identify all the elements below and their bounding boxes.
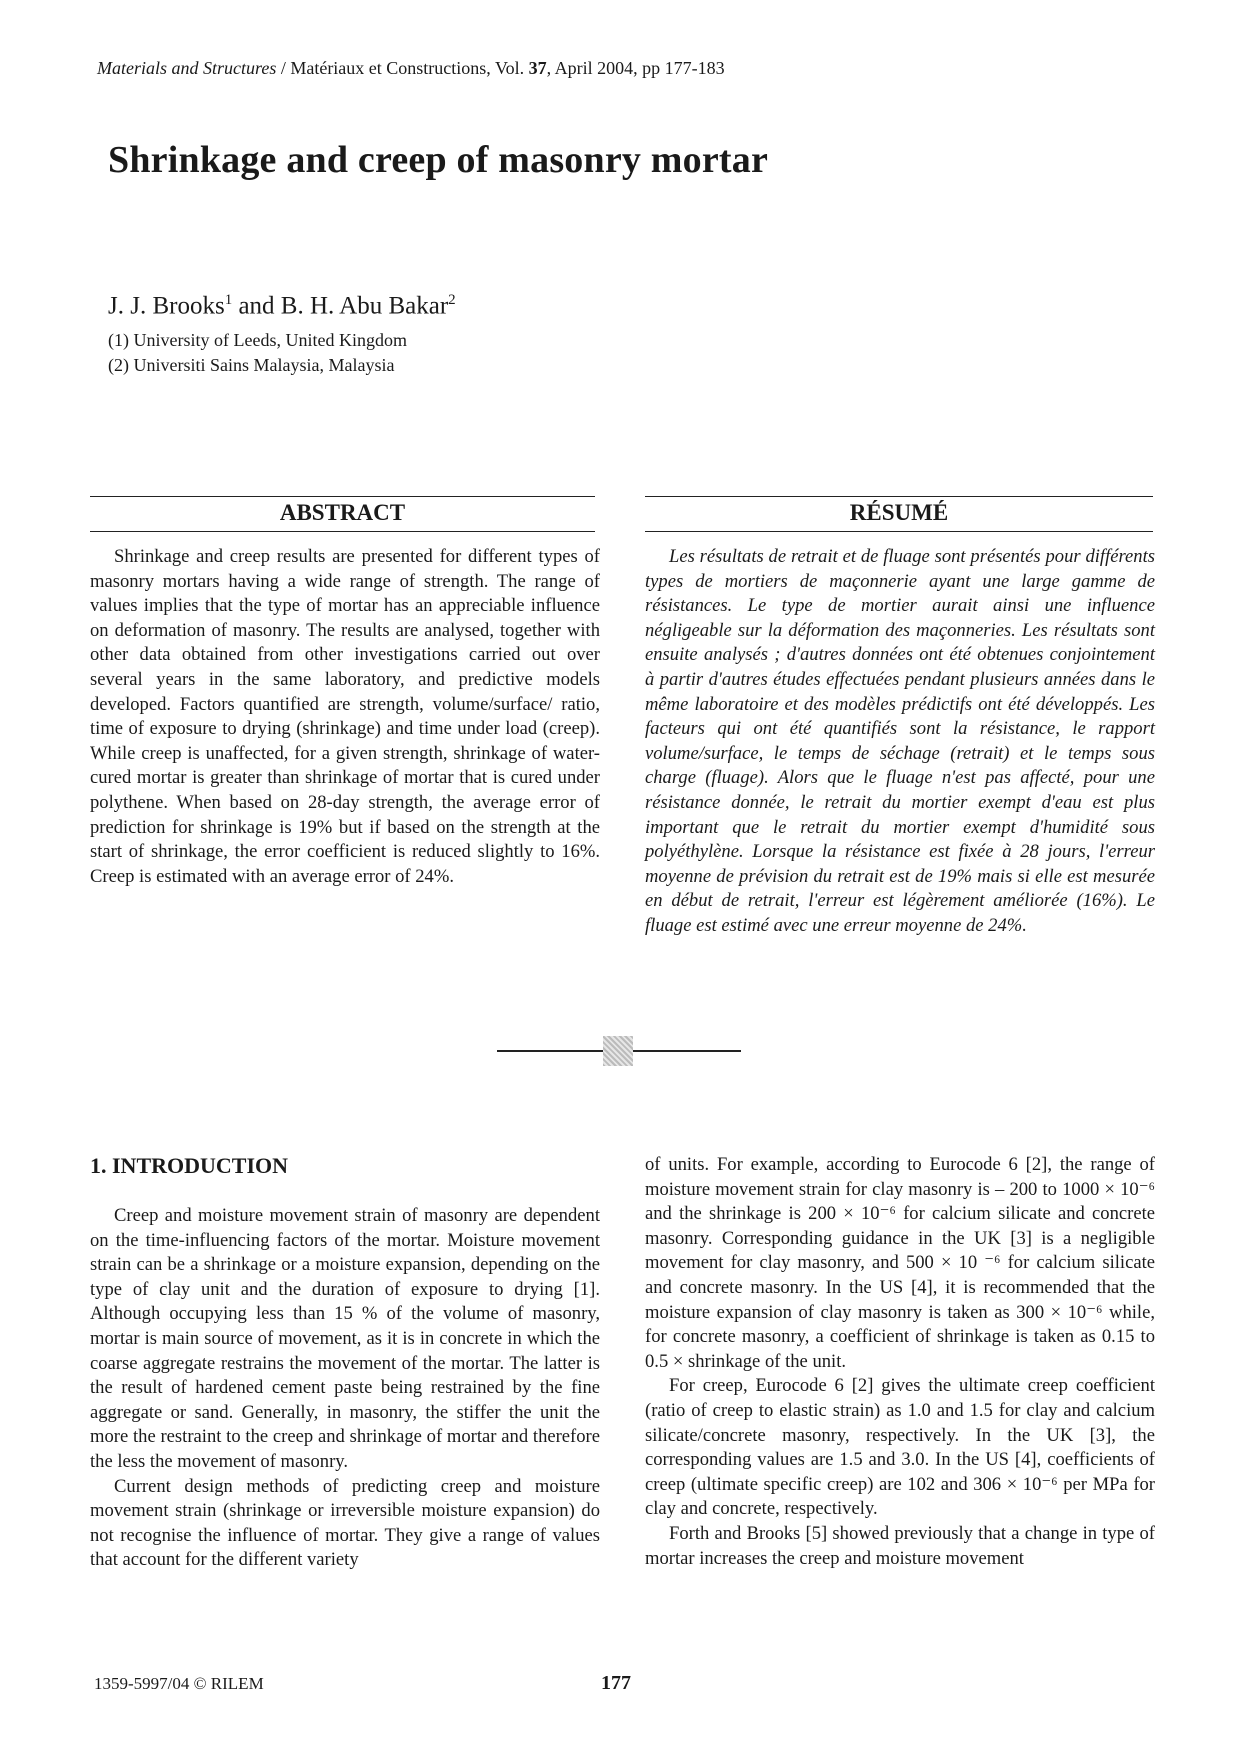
journal-subtitle: / Matériaux et Constructions, Vol. <box>276 58 529 78</box>
abstract-text: Shrinkage and creep results are presented for different types of masonry mortars having a wide range of strength. The range of values implies that the type of mortar has an appreciable influence on deformation of masonry. The results are analysed, together with other data obtained from other investigations carried out over several years in the same laboratory, and predictive models developed. Factors quantified are strength, volume/surface/ ratio, time of exposure to drying (shrinkage) and time under load (creep). While creep is unaffected, for a given strength, shrinkage of water-cured mortar is greater than shrinkage of mortar that is cured under polythene. When based on 28-day strength, the average error of prediction for shrinkage is 19% but if based on the strength at the start of shrinkage, the error coefficient is reduced slightly to 16%. Creep is estimated with an average error of 24%. <box>90 546 600 887</box>
section-heading-introduction: 1. INTRODUCTION <box>90 1153 289 1178</box>
resume-top-rule <box>645 496 1153 497</box>
issue-date-pages: , April 2004, pp 177-183 <box>546 58 725 78</box>
author-1: J. J. Brooks <box>108 292 225 320</box>
author-line <box>108 292 456 320</box>
paper-title: Shrinkage and creep of masonry mortar <box>108 139 769 181</box>
abstract-body <box>90 545 600 889</box>
intro-paragraph: Forth and Brooks [5] showed previously that a change in type of mortar increases the creep and moisture movement <box>645 1522 1155 1569</box>
resume-heading: RÉSUMÉ <box>849 500 949 525</box>
abstract-top-rule <box>90 496 595 497</box>
resume-bottom-rule <box>645 531 1153 532</box>
intro-paragraph: Current design methods of predicting creep and moisture movement strain (shrinkage or irreversible moisture expansion) do not recognise the influence of mortar. They give a range of values that account for the different variety <box>90 1475 600 1571</box>
author-2-affil-mark: 2 <box>448 292 456 308</box>
author-conjunction: and <box>232 292 281 320</box>
intro-right-column <box>645 1153 1155 1571</box>
abstract-bottom-rule <box>90 531 595 532</box>
divider-ornament <box>603 1036 633 1066</box>
issn-copyright: 1359-5997/04 © RILEM <box>94 1674 264 1693</box>
volume-number: 37 <box>528 58 547 78</box>
intro-left-column <box>90 1204 600 1573</box>
journal-name: Materials and Structures <box>97 58 277 78</box>
author-2: B. H. Abu Bakar <box>280 292 449 320</box>
intro-paragraph: Creep and moisture movement strain of masonry are dependent on the time-influencing factors of the mortar. Moisture movement strain can be a shrinkage or a moisture expansion, depending on the type of clay unit and the duration of exposure to drying [1]. Although occupying less than 15 % of the volume of masonry, mortar is main source of movement, as it is in concrete in which the coarse aggregate restrains the movement of the mortar. The latter is the result of hardened cement paste being restrained by the fine aggregate or sand. Generally, in masonry, the stiffer the unit the more the restraint to the creep and shrinkage of mortar and therefore the less the movement of masonry. <box>90 1205 600 1472</box>
author-1-affil-mark: 1 <box>224 292 233 308</box>
page-number: 177 <box>601 1672 631 1694</box>
divider-right-line <box>633 1050 741 1052</box>
affiliation-2: (2) Universiti Sains Malaysia, Malaysia <box>108 355 395 375</box>
divider-left-line <box>497 1050 605 1052</box>
resume-body <box>645 545 1155 939</box>
intro-paragraph: For creep, Eurocode 6 [2] gives the ultimate creep coefficient (ratio of creep to elastic strain) as 1.0 and 1.5 for clay and calcium silicate/concrete masonry, respectively. In the UK [3], the corresponding values are 1.5 and 3.0. In the US [4], coefficients of creep (ultimate specific creep) are 102 and 306 × 10⁻⁶ per MPa for clay and concrete, respectively. <box>645 1375 1155 1520</box>
running-header <box>97 58 725 79</box>
affiliation-1: (1) University of Leeds, United Kingdom <box>108 330 407 350</box>
intro-paragraph: of units. For example, according to Eurocode 6 [2], the range of moisture movement strain for clay masonry is – 200 to 1000 × 10⁻⁶ and the shrinkage is 200 × 10⁻⁶ for calcium silicate and concrete masonry. Corresponding guidance in the UK [3] is a negligible movement for clay masonry, and 500 × 10 ⁻⁶ for calcium silicate and concrete masonry. In the US [4], it is recommended that the moisture expansion of clay masonry is taken as 300 × 10⁻⁶ while, for concrete masonry, a coefficient of shrinkage is taken as 0.15 to 0.5 × shrinkage of the unit. <box>645 1154 1155 1372</box>
abstract-heading: ABSTRACT <box>279 500 406 525</box>
resume-text: Les résultats de retrait et de fluage sont présentés pour différents types de mortiers de maçonnerie ayant une large gamme de résistances. Le type de mortier aurait ainsi une influence négligeable sur la déformation des maçonneries. Les résultats sont ensuite analysés ; d'autres données ont été obtenues conjointement à partir d'autres études effectuées pendant plusieurs années dans le même laboratoire et des modèles prédictifs ont été développés. Les facteurs qui ont été quantifiés sont la résistance, le rapport volume/surface, le temps de séchage (retrait) et le temps sous charge (fluage). Alors que le fluage n'est pas affecté, pour une résistance donnée, le retrait du mortier exempt d'eau est plus important que le retrait du mortier exempt d'humidité sous polyéthylène. Lorsque la résistance est fixée à 28 jours, l'erreur moyenne de prévision du retrait est de 19% mais si elle est mesurée en début de retrait, l'erreur est légèrement améliorée (16%). Le fluage est estimé avec une erreur moyenne de 24%. <box>645 546 1155 936</box>
